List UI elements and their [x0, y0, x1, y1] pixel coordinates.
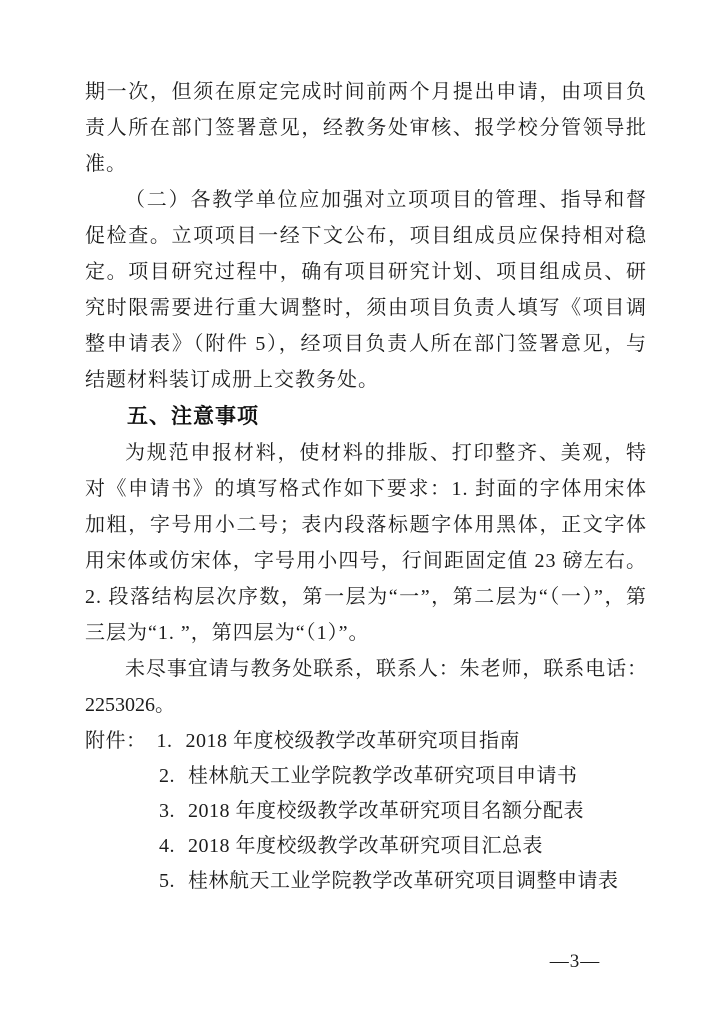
attachment-item: [85, 794, 647, 829]
attachment-title: 2018 年度校级教学改革研究项目汇总表: [188, 835, 543, 857]
attachment-item: [85, 759, 647, 794]
attachment-number: 3.: [159, 800, 175, 822]
attachment-title: 桂林航天工业学院教学改革研究项目调整申请表: [188, 870, 619, 892]
attachment-title: 桂林航天工业学院教学改革研究项目申请书: [188, 765, 578, 787]
paragraph-format-requirements: 为规范申报材料，使材料的排版、打印整齐、美观，特对《申请书》的填写格式作如下要求：1. 封面的字体用宋体加粗，字号用小二号；表内段落标题字体用黑体，正文字体用宋体或仿宋体，字号用小四号，行间距固定值 23 磅左右。2. 段落结构层次序数，第一层为“一”，第二层为“（一）”，第三层为“1. ”，第四层为“（1）”。: [85, 442, 647, 644]
attachment-number: 1.: [156, 730, 173, 752]
attachment-item: [85, 864, 647, 899]
section-heading-notes: 五、注意事项: [127, 405, 259, 428]
attachment-item: [85, 829, 647, 864]
page-body-text: [85, 74, 647, 899]
attachment-title: 2018 年度校级教学改革研究项目指南: [185, 730, 520, 752]
attachment-number: 4.: [159, 835, 175, 857]
paragraph-continuation: 期一次，但须在原定完成时间前两个月提出申请，由项目负责人所在部门签署意见，经教务处审核、报学校分管领导批准。: [85, 81, 647, 175]
attachment-item: [85, 724, 647, 759]
page-number: —3—: [549, 951, 601, 972]
attachment-number: 2.: [159, 765, 175, 787]
attachments-label: 附件：: [85, 730, 147, 752]
paragraph-section-two: （二）各教学单位应加强对立项项目的管理、指导和督促检查。立项项目一经下文公布，项目组成员应保持相对稳定。项目研究过程中，确有项目研究计划、项目组成员、研究时限需要进行重大调整时，须由项目负责人填写《项目调整申请表》（附件 5），经项目负责人所在部门签署意见，与结题材料装订成册上交教务处。: [85, 189, 647, 391]
attachment-title: 2018 年度校级教学改革研究项目名额分配表: [188, 800, 584, 822]
attachments-list: [85, 724, 647, 899]
attachment-number: 5.: [159, 870, 175, 892]
paragraph-contact-info: 未尽事宜请与教务处联系，联系人：朱老师，联系电话：2253026。: [85, 658, 647, 716]
